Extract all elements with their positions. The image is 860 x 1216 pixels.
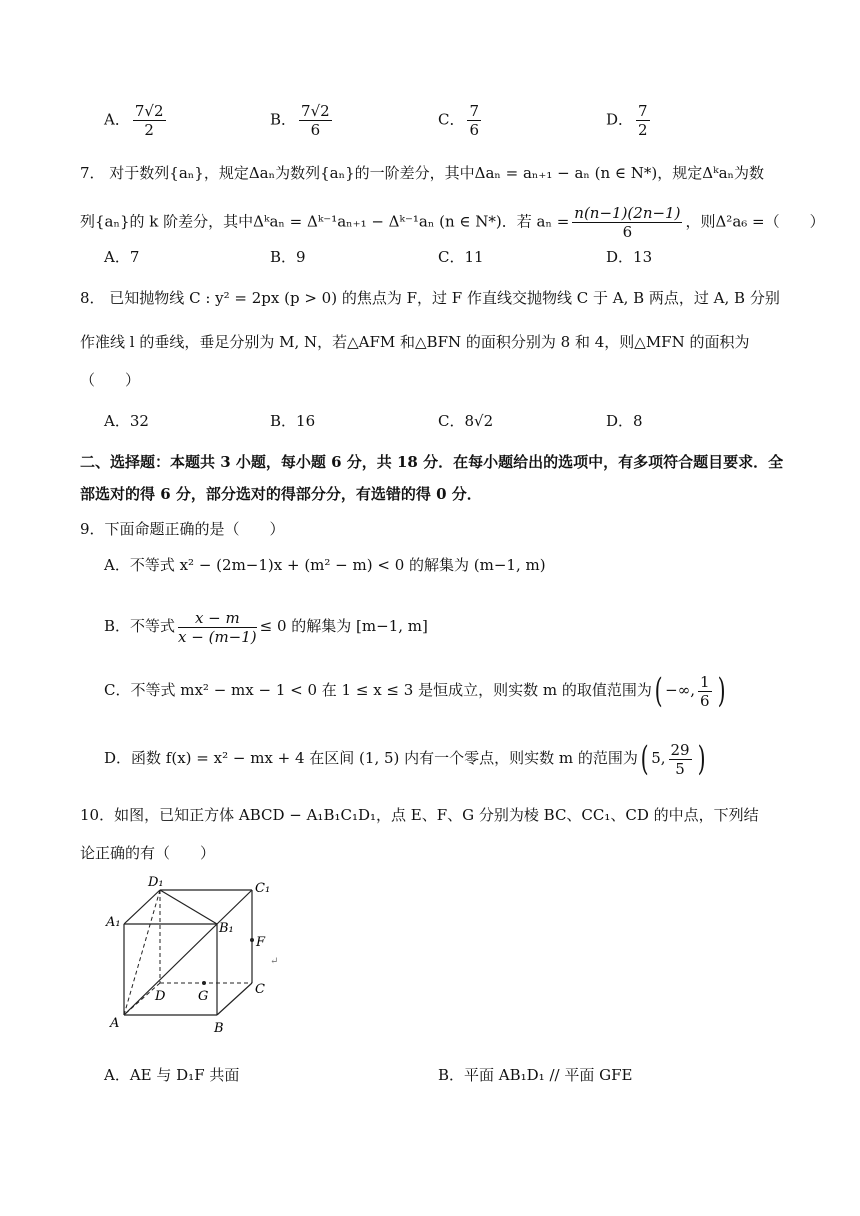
label-b: B: [214, 1021, 224, 1036]
q7-option-b: B．9: [270, 248, 306, 266]
label-c1: C₁: [255, 881, 271, 896]
q8-option-d: D．8: [606, 412, 643, 430]
q9-option-a: A．不等式 x² − (2m−1)x + (m² − m) < 0 的解集为 (m−1, m): [104, 556, 546, 574]
q8-stem-line2: 作准线 l 的垂线，垂足分别为 M, N，若△AFM 和△BFN 的面积分别为 8 和 4，则△MFN 的面积为: [80, 333, 750, 351]
q8-option-c: C．8√2: [438, 412, 494, 430]
q10-option-b: B．平面 AB₁D₁ // 平面 GFE: [438, 1066, 633, 1084]
section2-heading-line2: 部选对的得 6 分，部分选对的得部分分，有选错的得 0 分．: [80, 485, 482, 503]
q6-option-a: A． $\frac{7√2}{2}$: [104, 102, 164, 139]
label-d1: D₁: [148, 875, 164, 890]
label-d: D: [155, 989, 166, 1004]
q7-stem-line2: 列{aₙ}的 k 阶差分，其中Δᵏaₙ = Δᵏ⁻¹aₙ₊₁ − Δᵏ⁻¹aₙ (n ∈ N*)．若 aₙ = $\frac{n(n-1)(2n-1)}{6}$ ，则Δ²a₆ =（ ）: [80, 204, 825, 241]
q10-stem-line1: 10．如图，已知正方体 ABCD − A₁B₁C₁D₁，点 E、F、G 分别为棱 BC、CC₁、CD 的中点，下列结: [80, 806, 759, 824]
q8-stem-line1: 8． 已知抛物线 C : y² = 2px (p > 0) 的焦点为 F，过 F 作直线交抛物线 C 于 A, B 两点，过 A, B 分别: [80, 289, 780, 307]
label-a: A: [110, 1016, 120, 1031]
q6-option-d: D． $\frac{7}{2}$: [606, 102, 648, 139]
label-mark: ↵: [270, 956, 279, 967]
label-b1: B₁: [219, 921, 234, 936]
label-a1: A₁: [106, 915, 121, 930]
q8-option-b: B．16: [270, 412, 316, 430]
q9-option-d: D．函数 f(x) = x² − mx + 4 在区间 (1, 5) 内有一个零点，则实数 m 的范围为( 5, $\frac{29}{5}$ ): [104, 739, 706, 779]
q7-option-a: A．7: [104, 248, 140, 266]
q9-option-c: C．不等式 mx² − mx − 1 < 0 在 1 ≤ x ≤ 3 是恒成立，则实数 m 的取值范围为( −∞, $\frac{1}{6}$ ): [104, 671, 726, 711]
q8-option-a: A．32: [104, 412, 149, 430]
q8-stem-line3: （ ）: [80, 371, 141, 389]
cube-figure: [100, 870, 300, 1040]
q10-stem-line2: 论正确的有（ ）: [80, 844, 216, 862]
q9-option-b: B．不等式 $\frac{x - m}{x - (m-1)}$ ≤ 0 的解集为 [m−1, m]: [104, 608, 428, 646]
q10-option-a: A．AE 与 D₁F 共面: [104, 1066, 240, 1084]
label-f: F: [256, 935, 266, 950]
q9-stem: 9．下面命题正确的是（ ）: [80, 520, 285, 538]
q7-stem-line1: 7． 对于数列{aₙ}，规定Δaₙ为数列{aₙ}的一阶差分，其中Δaₙ = aₙ₊₁ − aₙ (n ∈ N*)，规定Δᵏaₙ为数: [80, 164, 765, 182]
label-g: G: [198, 989, 209, 1004]
q7-option-d: D．13: [606, 248, 653, 266]
label-c: C: [255, 982, 265, 997]
q6-option-b: B． $\frac{7√2}{6}$: [270, 102, 330, 139]
section2-heading-line1: 二、选择题：本题共 3 小题，每小题 6 分，共 18 分．在每小题给出的选项中，有多项符合题目要求．全: [80, 453, 784, 471]
q7-option-c: C．11: [438, 248, 484, 266]
q6-option-c: C． $\frac{7}{6}$: [438, 102, 480, 139]
